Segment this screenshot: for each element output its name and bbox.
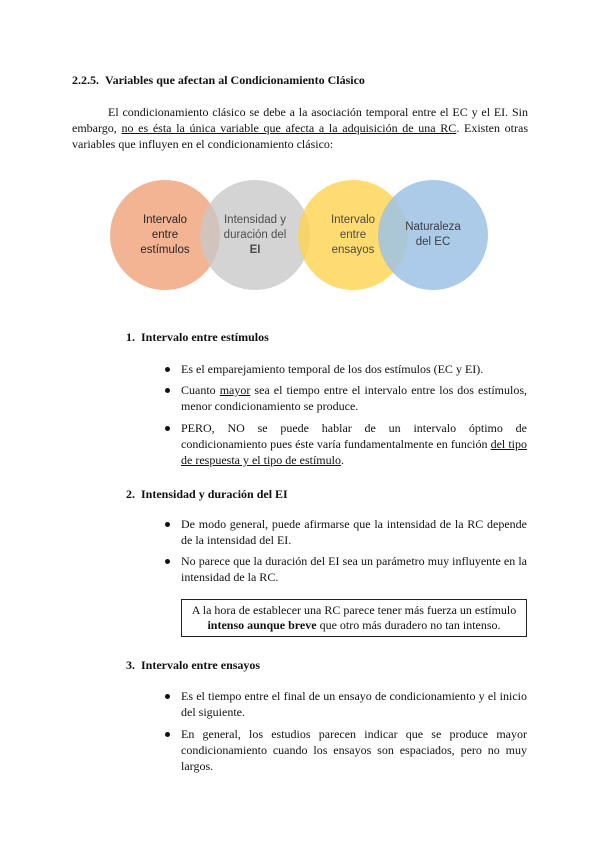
item-1-bullet-2: Cuanto mayor sea el tiempo entre el intervalo entre los dos estímulos, menor condicionamiento se produce. <box>181 383 527 413</box>
bullet-dot <box>165 559 170 564</box>
intro-paragraph <box>72 104 528 152</box>
item-1-title: Intervalo entre estímulos <box>141 330 269 344</box>
bullet-dot <box>165 522 170 527</box>
bullet-dot <box>165 732 170 737</box>
item-1-bullet-1: Es el emparejamiento temporal de los dos estímulos (EC y EI). <box>181 362 484 376</box>
circle-intervalo-ensayos: Intervalo entre ensayos <box>298 180 408 290</box>
intro-text-2: . Existen otras variables que influyen en el condicionamiento clásico: <box>72 121 529 151</box>
section-title: Variables que afectan al Condicionamiento Clásico <box>105 73 365 87</box>
item-2-title: Intensidad y duración del EI <box>141 487 288 501</box>
bullet-dot <box>165 388 170 393</box>
item-2-heading: 2. Intensidad y duración del EI <box>126 487 288 501</box>
item-2-bullet-1: De modo general, puede afirmarse que la intensidad de la RC depende de la intensidad del EI. <box>181 517 527 547</box>
item-3-title: Intervalo entre ensayos <box>141 658 261 672</box>
item-3-bullet-1: Es el tiempo entre el final de un ensayo de condicionamiento y el inicio del siguiente. <box>181 689 527 719</box>
item-2-bullet-2: No parece que la duración del EI sea un parámetro muy influyente en la intensidad de la RC. <box>181 554 527 584</box>
section-number: 2.2.5. <box>72 73 99 87</box>
bullet-dot <box>165 367 170 372</box>
variables-diagram <box>110 180 490 290</box>
bullet-dot <box>165 426 170 431</box>
item-3-bullet-2: En general, los estudios parecen indicar que se produce mayor condicionamiento cuando los ensayos son espaciados, pero no muy largos. <box>181 727 527 773</box>
item-1-heading: 1. Intervalo entre estímulos <box>126 330 269 344</box>
circle-intensidad-duracion: Intensidad y duración del EI <box>200 180 310 290</box>
item-3-heading: 3. Intervalo entre ensayos <box>126 658 261 672</box>
item-1-bullet-3: PERO, NO se puede hablar de un intervalo óptimo de condicionamiento pues éste varía fundamentalmente en función del tipo de respuesta y el tipo de estímulo. <box>181 421 528 467</box>
circle-naturaleza-ec: Naturaleza del EC <box>378 180 488 290</box>
intro-text-1: El condicionamiento clásico se debe a la asociación temporal entre el EC y el EI. Sin embargo, <box>72 105 528 135</box>
circle-intervalo-estimulos: Intervalo entre estímulos <box>110 180 220 290</box>
section-heading <box>72 72 532 88</box>
callout-box: A la hora de establecer una RC parece tener más fuerza un estímulo intenso aunque breve que otro más duradero no tan intenso. <box>181 599 527 637</box>
bullet-dot <box>165 694 170 699</box>
intro-underlined: no es ésta la única variable que afecta a la adquisición de una RC <box>121 121 457 135</box>
